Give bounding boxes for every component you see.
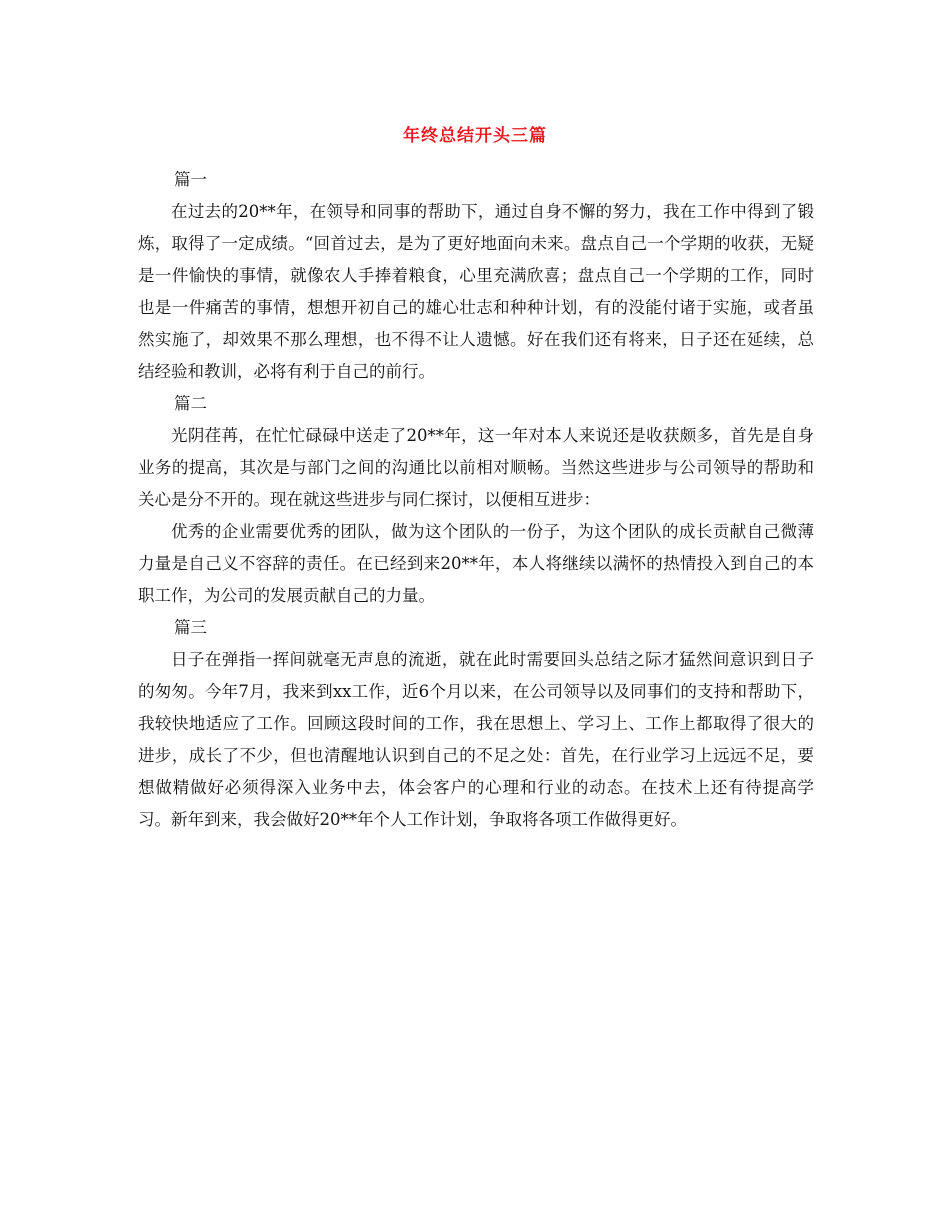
section-label: 篇一	[174, 170, 207, 189]
paragraph: 光阴荏苒，在忙忙碌碌中送走了20**年，这一年对本人来说还是收获颇多，首先是自身业务的提高，其次是与部门之间的沟通比以前相对顺畅。当然这些进步与公司领导的帮助和关心是分不开的。现在就这些进步与同仁探讨，以便相互进步：	[138, 426, 814, 509]
section-2	[138, 388, 814, 612]
section-label: 篇三	[174, 618, 207, 637]
document-body	[138, 164, 814, 836]
section-label: 篇二	[174, 394, 207, 413]
section-3	[138, 612, 814, 836]
paragraph: 日子在弹指一挥间就毫无声息的流逝，就在此时需要回头总结之际才猛然间意识到日子的匆匆。今年7月，我来到xx工作，近6个月以来，在公司领导以及同事们的支持和帮助下，我较快地适应了工作。回顾这段时间的工作，我在思想上、学习上、工作上都取得了很大的进步，成长了不少，但也清醒地认识到自己的不足之处：首先，在行业学习上远远不足，要想做精做好必须得深入业务中去，体会客户的心理和行业的动态。在技术上还有待提高学习。新年到来，我会做好20**年个人工作计划，争取将各项工作做得更好。	[138, 650, 814, 829]
paragraph: 优秀的企业需要优秀的团队，做为这个团队的一份子，为这个团队的成长贡献自己微薄力量是自己义不容辞的责任。在已经到来20**年，本人将继续以满怀的热情投入到自己的本职工作，为公司的发展贡献自己的力量。	[138, 522, 814, 605]
document-title: 年终总结开头三篇	[403, 126, 547, 146]
section-1	[138, 164, 814, 388]
paragraph: 在过去的20**年，在领导和同事的帮助下，通过自身不懈的努力，我在工作中得到了锻炼，取得了一定成绩。“回首过去，是为了更好地面向未来。盘点自己一个学期的收获，无疑是一件愉快的事情，就像农人手捧着粮食，心里充满欣喜；盘点自己一个学期的工作，同时也是一件痛苦的事情，想想开初自己的雄心壮志和种种计划，有的没能付诸于实施，或者虽然实施了，却效果不那么理想，也不得不让人遗憾。好在我们还有将来，日子还在延续，总结经验和教训，必将有利于自己的前行。	[138, 202, 814, 381]
